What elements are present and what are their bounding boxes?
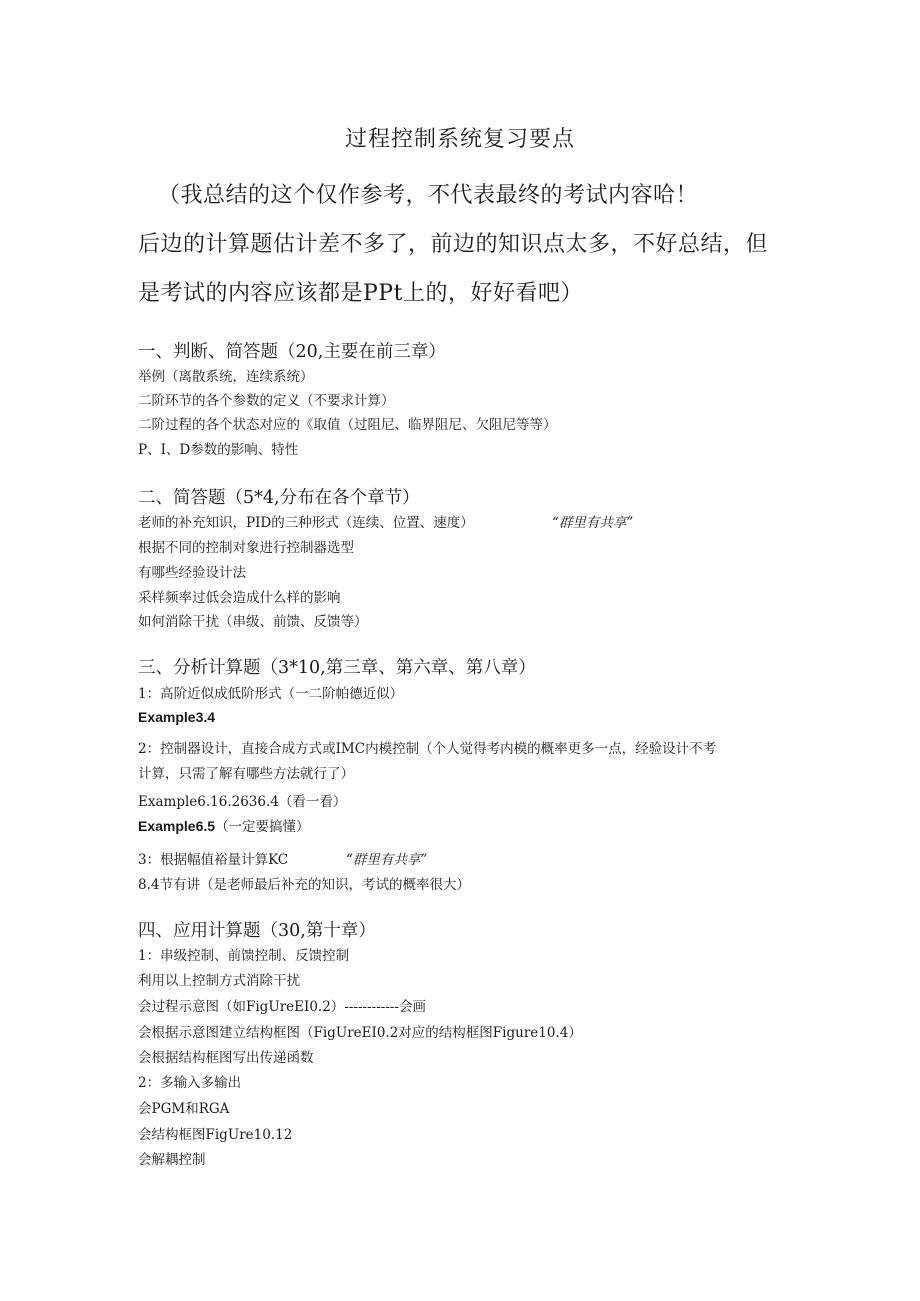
section-2-line: 有哪些经验设计法: [138, 565, 246, 581]
section-2-line: 采样频率过低会造成什么样的影响: [138, 590, 341, 606]
section-3-item-1: 1：高阶近似成低阶形式（一二阶帕德近似）: [138, 686, 404, 702]
section-2-line: 如何消除干扰（串级、前馈、反馈等）: [138, 614, 368, 630]
section-3-item-3: 3：根据幅值裕量计算KC: [138, 852, 289, 868]
section-4-line: 会根据结构框图写出传递函数: [138, 1050, 314, 1066]
section-1-line: 二阶过程的各个状态对应的《取值（过阻尼、临界阻尼、欠阻尼等等）: [138, 417, 557, 433]
section-1-line: 二阶环节的各个参数的定义（不要求计算）: [138, 393, 395, 409]
section-4-line: 会根据示意图建立结构框图（FigUreEI0.2对应的结构框图Figure10.4）: [138, 1025, 582, 1041]
section-4-line: 利用以上控制方式消除干扰: [138, 973, 300, 989]
section-4-line: 会过程示意图（如FigUreEI0.2）------------会画: [138, 999, 427, 1015]
section-4-line: 会结构框图FigUre10.12: [138, 1127, 293, 1143]
shared-in-group-note: “群里有共享”: [552, 515, 634, 531]
section-4-line: 会解耦控制: [138, 1152, 206, 1168]
section-1-heading: 一、判断、简答题（20,主要在前三章）: [138, 342, 446, 362]
example-label: Example6.5: [138, 818, 216, 834]
section-2-line: 老师的补充知识，PID的三种形式（连续、位置、速度）: [138, 515, 474, 531]
shared-in-group-note: “群里有共享”: [346, 852, 428, 868]
example-note: （一定要搞懂）: [215, 819, 310, 835]
intro-line-3: 是考试的内容应该都是PPt上的，好好看吧）: [138, 281, 583, 306]
section-3-item-4: 8.4节有讲（是老师最后补充的知识，考试的概率很大）: [138, 877, 470, 893]
intro-line-2: 后边的计算题估计差不多了，前边的知识点太多，不好总结，但: [138, 232, 769, 257]
section-2-line: 根据不同的控制对象进行控制器选型: [138, 540, 354, 556]
section-4-heading: 四、应用计算题（30,第十章）: [138, 921, 376, 941]
page-title: 过程控制系统复习要点: [344, 127, 575, 152]
section-3-item-2: 2：控制器设计，直接合成方式或IMC内模控制（个人觉得考内模的概率更多一点，经验设计不考: [138, 741, 717, 757]
example-label: Example3.4: [138, 709, 216, 725]
example-important: [138, 815, 310, 835]
section-3-item-2-cont: 计算，只需了解有哪些方法就行了）: [138, 766, 354, 782]
section-4-line: 1：串级控制、前馈控制、反馈控制: [138, 948, 350, 964]
section-2-heading: 二、简答题（5*4,分布在各个章节）: [138, 488, 420, 508]
section-1-line: P、I、D参数的影响、特性: [138, 442, 299, 458]
section-4-line: 会PGM和RGA: [138, 1101, 230, 1117]
section-3-heading: 三、分析计算题（3*10,第三章、第六章、第八章）: [138, 658, 536, 678]
intro-line-1: （我总结的这个仅作参考，不代表最终的考试内容哈！: [158, 183, 699, 208]
section-4-line: 2：多输入多输出: [138, 1075, 242, 1091]
section-1-line: 举例（离散系统，连续系统）: [138, 369, 314, 385]
section-3-examples: Example6.16.2636.4（看一看）: [138, 794, 347, 810]
